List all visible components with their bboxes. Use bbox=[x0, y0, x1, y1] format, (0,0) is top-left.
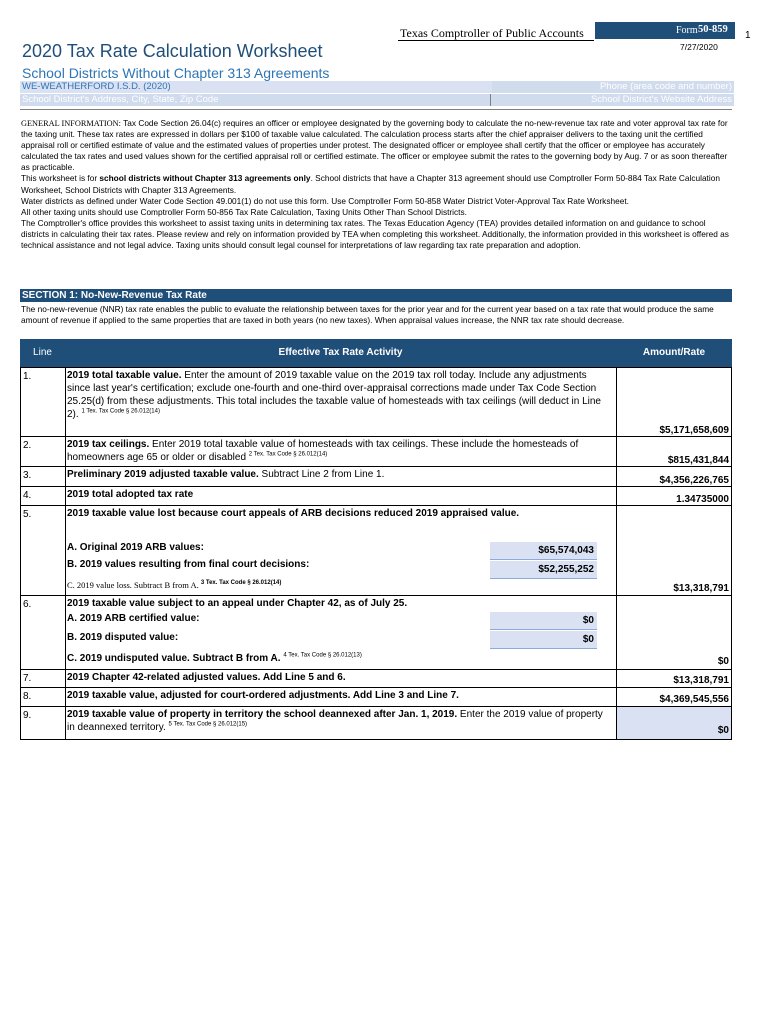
column-header-activity: Effective Tax Rate Activity bbox=[65, 339, 616, 367]
row-5-sub-b-label: B. 2019 values resulting from final court decisions: bbox=[67, 559, 310, 570]
district-name-field[interactable]: WE-WEATHERFORD I.S.D. (2020) bbox=[20, 81, 492, 93]
row-5-sub-a-value[interactable]: $65,574,043 bbox=[490, 542, 597, 560]
row-7-line: 7. bbox=[23, 673, 32, 684]
section-1-description: The no-new-revenue (NNR) tax rate enables the public to evaluate the relationship between taxes for the prior year and for the current year based on a tax rate that would produce the same amount of revenue if applied to the same properties that are taxed in both years (no new taxes). When appraisal values increase, the NNR tax rate should decrease. bbox=[21, 304, 714, 325]
grid-line bbox=[20, 505, 732, 506]
row-6-sub-b-value[interactable]: $0 bbox=[490, 631, 597, 649]
row-1-amount[interactable]: $5,171,658,609 bbox=[659, 425, 729, 436]
row-3-line: 3. bbox=[23, 470, 32, 481]
row-8-description: 2019 taxable value, adjusted for court-ordered adjustments. Add Line 3 and Line 7. bbox=[67, 690, 459, 701]
row-4-amount[interactable]: 1.34735000 bbox=[676, 494, 729, 505]
grid-line bbox=[20, 669, 732, 670]
row-6-line: 6. bbox=[23, 599, 32, 610]
tax-rate-table bbox=[20, 339, 732, 740]
general-label: GENERAL INFORMATION: bbox=[21, 119, 121, 128]
general-para-2: This worksheet is for school districts without Chapter 313 agreements only. School districts that have a Chapter 313 agreement should use Comptroller Form 50-884 Tax Rate Calculation Worksheet, School Districts with Chapter 313 Agreements. bbox=[21, 173, 720, 195]
grid-line bbox=[20, 486, 732, 487]
row-7-amount[interactable]: $13,318,791 bbox=[673, 675, 729, 686]
row-6-amount[interactable]: $0 bbox=[717, 656, 729, 667]
section-1-heading: SECTION 1: No-New-Revenue Tax Rate bbox=[20, 289, 732, 302]
row-1-line: 1. bbox=[23, 371, 32, 382]
form-number: 50-859 bbox=[698, 24, 728, 35]
row-3-amount[interactable]: $4,356,226,765 bbox=[659, 475, 729, 486]
grid-line bbox=[20, 367, 732, 368]
grid-line bbox=[20, 595, 732, 596]
row-5-sub-c-label: C. 2019 value loss. Subtract B from A. $^{3 Tex. Tax Code \S 26.012(14)}$ bbox=[67, 580, 282, 590]
grid-line bbox=[616, 367, 617, 740]
row-1-description: 2019 total taxable value. Enter the amount of 2019 taxable value on the 2019 tax roll today. Include any adjustments since last year's certification; exclude one-fourth and one-third over-appraisal corrections made under Tax Code Section 25.25(d) from these adjustments. This total includes the taxable value of homesteads with tax ceilings (will deduct in Line 2). $^{1 Tex. Tax Code \S 26.012(14)}$ bbox=[67, 370, 601, 420]
page-title: 2020 Tax Rate Calculation Worksheet bbox=[22, 41, 323, 61]
row-6-description: 2019 taxable value subject to an appeal under Chapter 42, as of July 25. bbox=[67, 598, 408, 609]
phone-field[interactable]: Phone (area code and number) bbox=[492, 81, 734, 93]
general-para-3: Water districts as defined under Water Code Section 49.001(1) do not use this form. Use Comptroller Form 50-858 Water District Voter-Approval Tax Rate Worksheet. bbox=[21, 195, 629, 206]
row-2-amount[interactable]: $815,431,844 bbox=[667, 455, 729, 466]
row-4-description: 2019 total adopted tax rate bbox=[67, 489, 194, 500]
field-separator bbox=[490, 94, 491, 106]
row-7-description: 2019 Chapter 42-related adjusted values. Add Line 5 and 6. bbox=[67, 672, 346, 683]
row-8-amount[interactable]: $4,369,545,556 bbox=[659, 694, 729, 705]
row-9-description: 2019 taxable value of property in territory the school deannexed after Jan. 1, 2019. Enter the 2019 value of property in deannexed territory. $^{5 Tex. Tax Code \S 26.012(15)}$ bbox=[67, 709, 603, 733]
header-divider bbox=[20, 109, 732, 110]
row-3-description: Preliminary 2019 adjusted taxable value. Subtract Line 2 from Line 1. bbox=[67, 469, 385, 480]
column-header-line: Line bbox=[20, 339, 65, 367]
grid-line bbox=[20, 436, 732, 437]
row-5-sub-b-value[interactable]: $52,255,252 bbox=[490, 561, 597, 579]
grid-line bbox=[65, 367, 66, 740]
row-6-sub-c-label: C. 2019 undisputed value. Subtract B from A. $^{4 Tex. Tax Code \S 26.012(13)}$ bbox=[67, 652, 362, 664]
grid-line bbox=[731, 367, 732, 740]
general-information bbox=[21, 118, 733, 251]
row-9-amount[interactable]: $0 bbox=[717, 725, 729, 736]
row-6-sub-a-value[interactable]: $0 bbox=[490, 612, 597, 630]
address-field[interactable]: School District's Address, City, State, Zip Code bbox=[20, 94, 492, 106]
row-2-description: 2019 tax ceilings. Enter 2019 total taxable value of homesteads with tax ceilings. These include the homesteads of homeowners age 65 or older or disabled $^{2 Tex. Tax Code \S 26.012(14)}$ bbox=[67, 439, 579, 463]
form-label: Form bbox=[676, 25, 698, 36]
grid-line bbox=[20, 466, 732, 467]
general-para-4: All other taxing units should use Comptroller Form 50-856 Tax Rate Calculation, Taxing Units Other Than School Districts. bbox=[21, 206, 467, 217]
row-5-description: 2019 taxable value lost because court appeals of ARB decisions reduced 2019 appraised value. bbox=[67, 508, 520, 519]
row-5-sub-a-label: A. Original 2019 ARB values: bbox=[67, 542, 204, 553]
row-4-line: 4. bbox=[23, 490, 32, 501]
grid-line bbox=[20, 739, 732, 740]
form-date: 7/27/2020 bbox=[680, 42, 718, 52]
column-header-amount: Amount/Rate bbox=[616, 339, 732, 367]
website-field[interactable]: School District's Website Address bbox=[492, 94, 734, 106]
general-para-5: The Comptroller's office provides this worksheet to assist taxing units in determining tax rates. The Texas Education Agency (TEA) provides detailed information on and guidance to school districts in calculating their tax rates. Please review and rely on information provided by TEA when completing this worksheet. Additionally, the information provided in this worksheet is offered as technical assistance and not legal advice. Taxing units should consult legal counsel for interpretations of law regarding tax rate preparation and adoption. bbox=[21, 217, 729, 251]
grid-line bbox=[20, 687, 732, 688]
row-6-sub-a-label: A. 2019 ARB certified value: bbox=[67, 613, 200, 624]
row-2-line: 2. bbox=[23, 440, 32, 451]
row-5-amount[interactable]: $13,318,791 bbox=[673, 583, 729, 594]
agency-underline bbox=[398, 40, 594, 41]
row-6-sub-b-label: B. 2019 disputed value: bbox=[67, 632, 179, 643]
grid-line bbox=[20, 367, 21, 740]
row-5-line: 5. bbox=[23, 509, 32, 520]
row-8-line: 8. bbox=[23, 691, 32, 702]
form-number-box bbox=[595, 22, 735, 39]
general-para-1: GENERAL INFORMATION: Tax Code Section 26.04(c) requires an officer or employee designated by the governing body to calculate the no-new-revenue tax rate and voter approval tax rate for the taxing unit. These tax rates are expressed in dollars per $100 of taxable value calculated. The calculation process starts after the chief appraiser delivers to the taxing unit the certified appraisal roll or certified estimate of value and the estimated values of properties under protest. The designated officer or employee shall certify that the officer or employee has accurately calculated the tax rates and used values shown for the certified appraisal roll or certified estimate. The officer or employee submit the rates to the governing body by Aug. 7 or as soon thereafter as practicable. bbox=[21, 118, 728, 173]
page-number: 1 bbox=[745, 30, 751, 41]
agency-name: Texas Comptroller of Public Accounts bbox=[400, 26, 584, 40]
row-9-line: 9. bbox=[23, 710, 32, 721]
row-9-amount-box bbox=[617, 707, 731, 739]
page-subtitle: School Districts Without Chapter 313 Agreements bbox=[22, 65, 330, 81]
